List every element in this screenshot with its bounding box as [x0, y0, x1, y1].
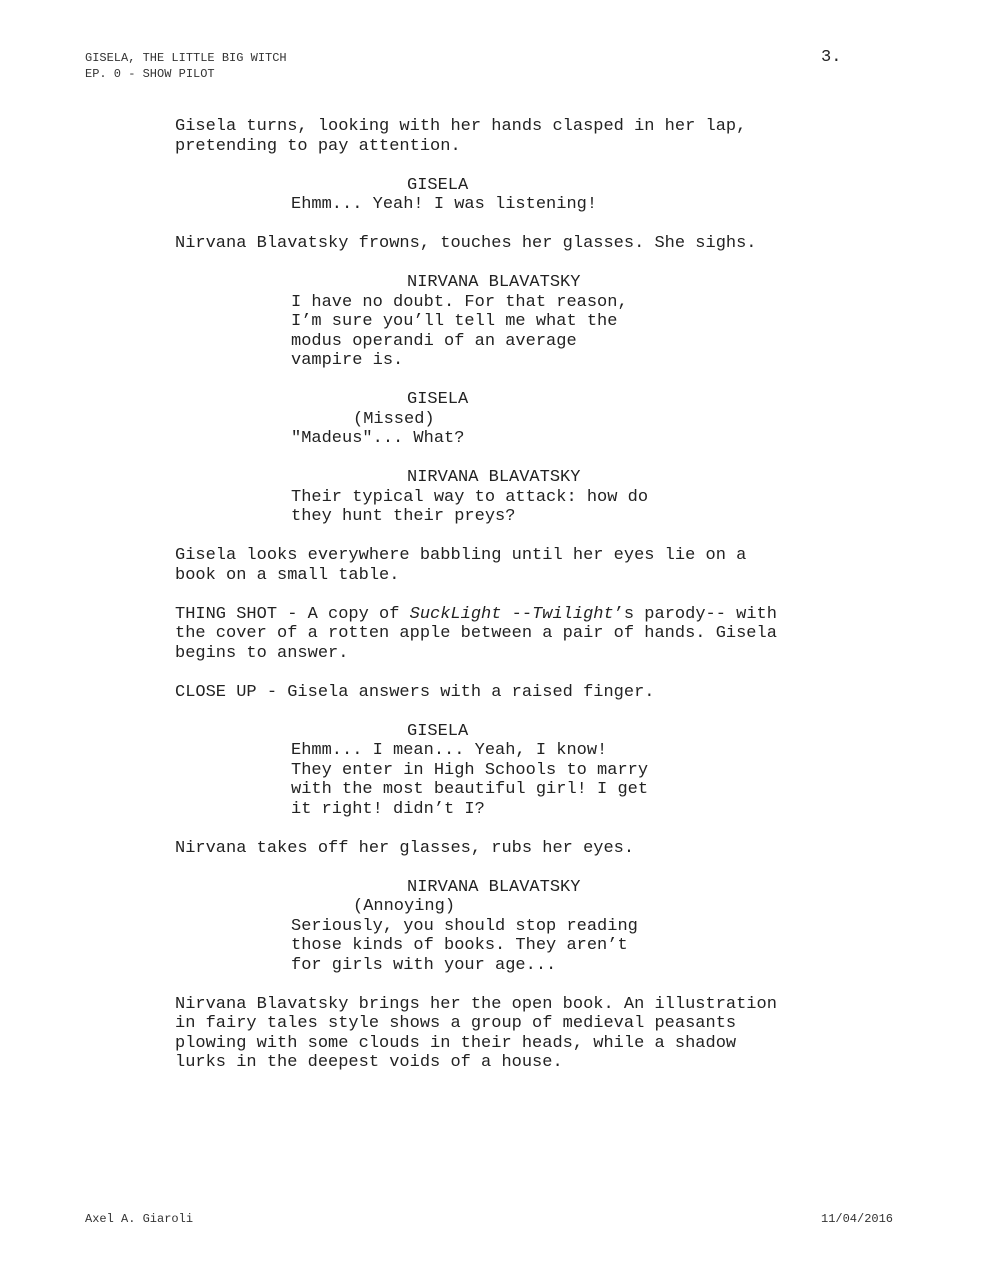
- action-line: Gisela turns, looking with her hands clasped in her lap,: [175, 117, 747, 136]
- script-title: GISELA, THE LITTLE BIG WITCH: [85, 51, 287, 65]
- action-line: book on a small table.: [175, 565, 400, 585]
- thing-shot-line: [175, 605, 875, 625]
- thing-shot-text: THING SHOT - A copy of: [175, 604, 410, 624]
- page-header: [85, 50, 287, 82]
- film-title-italic: Twilight: [532, 604, 614, 624]
- book-title-italic: SuckLight: [409, 604, 502, 624]
- dialogue-line: I’m sure you’ll tell me what the: [291, 312, 618, 331]
- parenthetical: (Missed): [353, 409, 435, 429]
- thing-shot-text: ’s parody-- with: [613, 604, 777, 624]
- character-name: NIRVANA BLAVATSKY: [407, 468, 581, 487]
- dialogue-line: modus operandi of an average: [291, 331, 577, 351]
- dialogue-line: vampire is.: [291, 351, 404, 370]
- action-line: lurks in the deepest voids of a house.: [175, 1053, 563, 1072]
- action-line: Nirvana Blavatsky frowns, touches her glasses. She sighs.: [175, 234, 757, 253]
- action-line: plowing with some clouds in their heads, while a shadow: [175, 1033, 737, 1053]
- character-name: GISELA: [407, 721, 469, 741]
- action-line: Nirvana takes off her glasses, rubs her eyes.: [175, 838, 635, 858]
- dialogue-line: it right! didn’t I?: [291, 799, 485, 819]
- dialogue-line: Ehmm... I mean... Yeah, I know!: [291, 741, 608, 760]
- dialogue-line: with the most beautiful girl! I get: [291, 780, 649, 799]
- dialogue-line: they hunt their preys?: [291, 507, 516, 526]
- page-number: 3.: [821, 48, 842, 67]
- action-block: [175, 117, 875, 156]
- script-body: [175, 117, 875, 1073]
- dialogue-line: Ehmm... Yeah! I was listening!: [291, 195, 598, 214]
- episode-label: EP. 0 - SHOW PILOT: [85, 67, 215, 81]
- dialogue-line: those kinds of books. They aren’t: [291, 936, 628, 955]
- dialogue-line: I have no doubt. For that reason,: [291, 292, 628, 312]
- character-name: NIRVANA BLAVATSKY: [407, 273, 581, 292]
- action-line: begins to answer.: [175, 643, 349, 663]
- footer-author: Axel A. Giaroli: [85, 1212, 194, 1226]
- dialogue-line: Seriously, you should stop reading: [291, 916, 638, 936]
- action-line: Gisela looks everywhere babbling until her eyes lie on a: [175, 546, 747, 565]
- dialogue-line: Their typical way to attack: how do: [291, 487, 649, 507]
- action-line: CLOSE UP - Gisela answers with a raised finger.: [175, 682, 655, 702]
- action-line: the cover of a rotten apple between a pair of hands. Gisela: [175, 624, 777, 643]
- action-line: in fairy tales style shows a group of medieval peasants: [175, 1014, 737, 1033]
- character-name: NIRVANA BLAVATSKY: [407, 877, 581, 897]
- dialogue-line: "Madeus"... What?: [291, 429, 465, 448]
- character-name: GISELA: [407, 175, 469, 195]
- thing-shot-text: --: [501, 604, 533, 624]
- dialogue-line: for girls with your age...: [291, 955, 557, 975]
- footer-date: 11/04/2016: [821, 1212, 894, 1226]
- action-line: Nirvana Blavatsky brings her the open book. An illustration: [175, 994, 777, 1014]
- parenthetical: (Annoying): [353, 897, 456, 916]
- dialogue-line: They enter in High Schools to marry: [291, 760, 649, 780]
- action-line: pretending to pay attention.: [175, 136, 461, 156]
- character-name: GISELA: [407, 390, 469, 409]
